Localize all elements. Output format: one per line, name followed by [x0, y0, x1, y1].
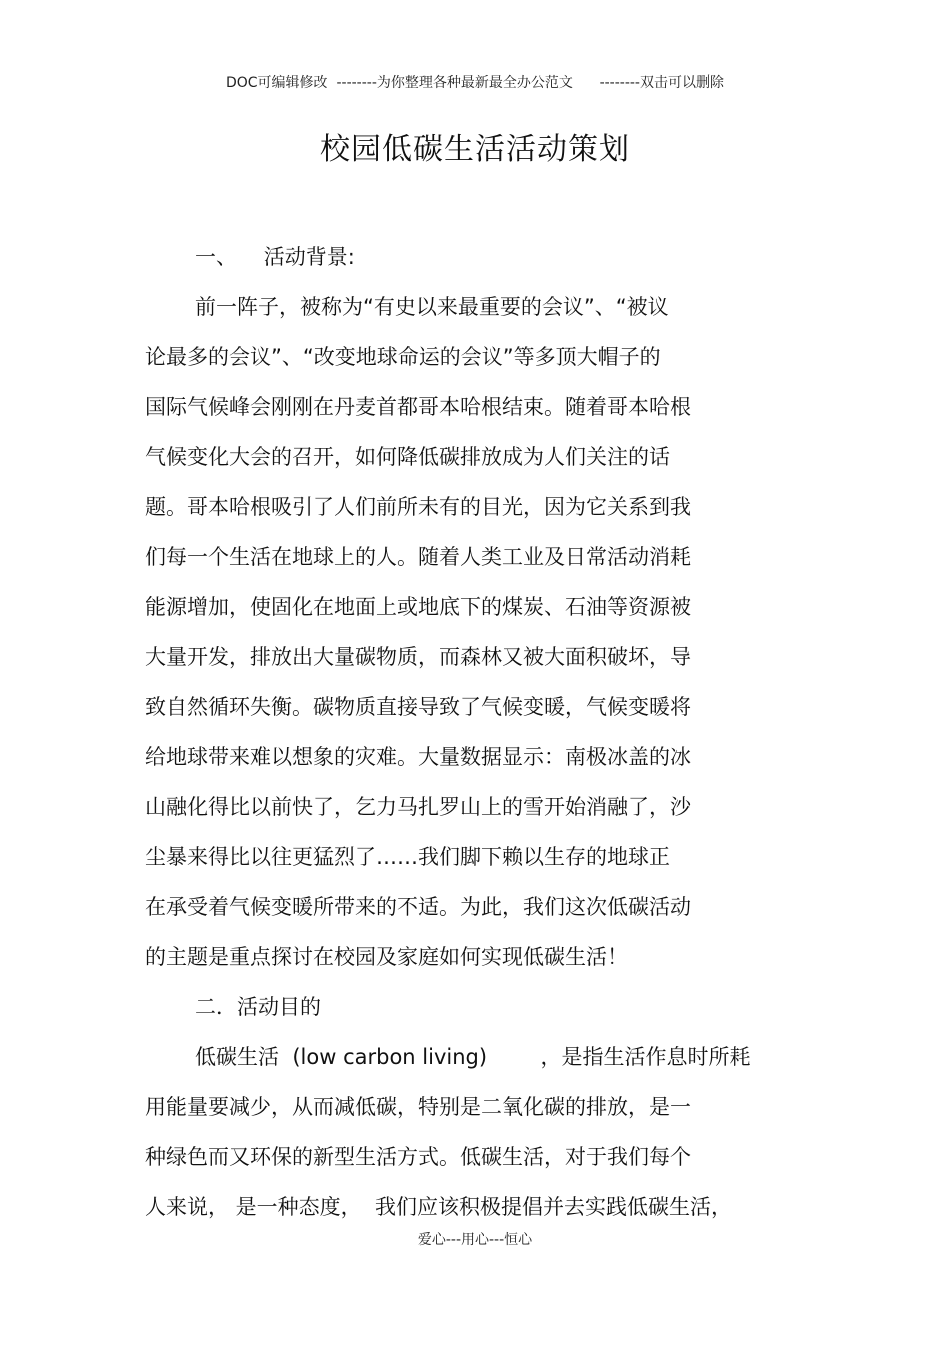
paragraph-line: 大量开发，排放出大量碳物质，而森林又被大面积破坏，导 — [145, 645, 691, 669]
paragraph-line: 致自然循环失衡。碳物质直接导致了气候变暖，气候变暖将 — [145, 695, 691, 719]
section-heading-purpose: 二．活动目的 — [195, 995, 321, 1019]
paragraph-line: 气候变化大会的召开，如何降低碳排放成为人们关注的话 — [145, 445, 670, 469]
paragraph-line: 人来说， 是一种态度， 我们应该积极提倡并去实践低碳生活， — [145, 1195, 733, 1219]
paragraph-line: 题。哥本哈根吸引了人们前所未有的目光，因为它关系到我 — [145, 495, 691, 519]
document-footer: 爱心---用心---恒心 — [417, 1232, 533, 1248]
paragraph-line: 低碳生活 (low carbon living) ，是指生活作息时所耗 — [195, 1045, 751, 1069]
paragraph-line: 给地球带来难以想象的灾难。大量数据显示：南极冰盖的冰 — [145, 745, 691, 769]
paragraph-line: 的主题是重点探讨在校园及家庭如何实现低碳生活！ — [145, 945, 628, 969]
page-title: 校园低碳生活活动策划 — [320, 132, 630, 167]
paragraph-line: 尘暴来得比以往更猛烈了……我们脚下赖以生存的地球正 — [145, 845, 670, 869]
paragraph-line: 们每一个生活在地球上的人。随着人类工业及日常活动消耗 — [145, 545, 691, 569]
paragraph-line: 国际气候峰会刚刚在丹麦首都哥本哈根结束。随着哥本哈根 — [145, 395, 691, 419]
document-header: DOC可编辑修改 --------为你整理各种最新最全办公范文 --------双击可以删除 — [225, 75, 724, 91]
paragraph-line: 种绿色而又环保的新型生活方式。低碳生活，对于我们每个 — [145, 1145, 691, 1169]
paragraph-line: 论最多的会议”、“改变地球命运的会议”等多顶大帽子的 — [145, 345, 661, 369]
paragraph-line: 在承受着气候变暖所带来的不适。为此，我们这次低碳活动 — [145, 895, 691, 919]
paragraph-line: 能源增加，使固化在地面上或地底下的煤炭、石油等资源被 — [145, 595, 691, 619]
paragraph-line: 山融化得比以前快了，乞力马扎罗山上的雪开始消融了，沙 — [145, 795, 691, 819]
paragraph-line: 用能量要减少，从而减低碳，特别是二氧化碳的排放，是一 — [145, 1095, 691, 1119]
section-heading-background: 一、 活动背景: — [195, 245, 355, 269]
paragraph-line: 前一阵子，被称为“有史以来最重要的会议”、“被议 — [195, 295, 669, 319]
